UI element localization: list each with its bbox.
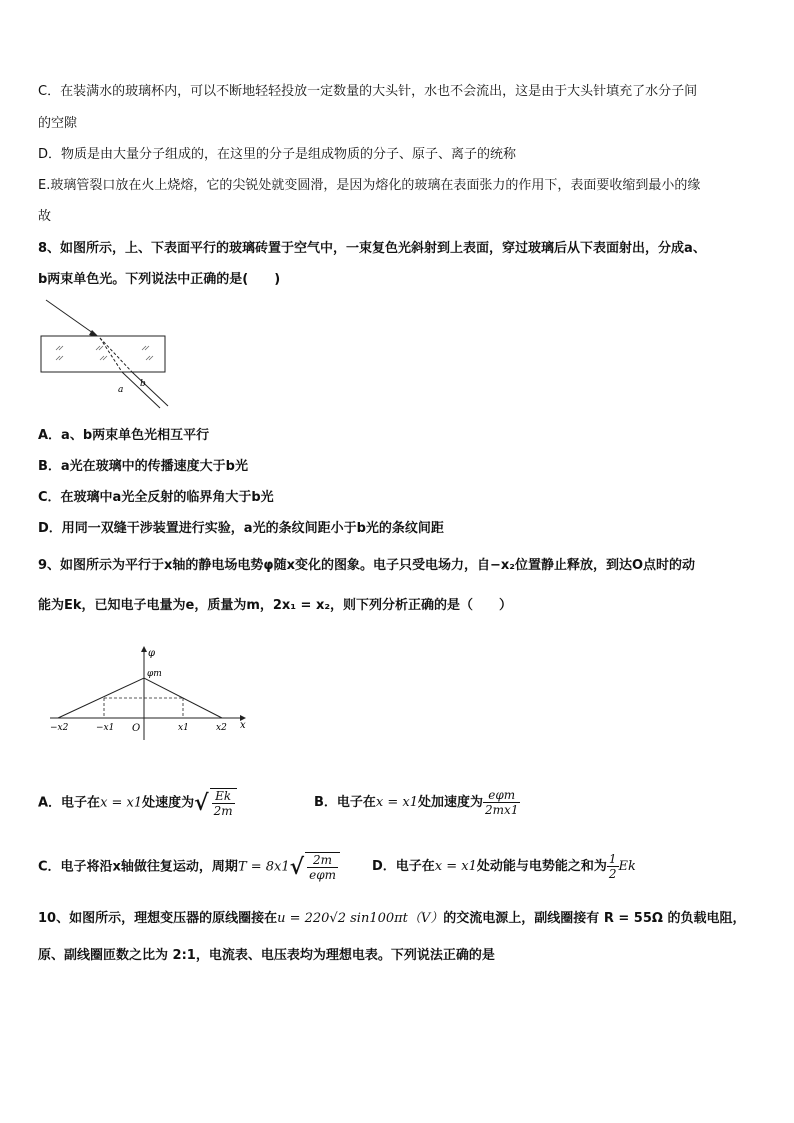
q9-option-d-var: x = x1	[434, 859, 477, 874]
q9-option-b-den: 2mx1	[485, 803, 519, 817]
q9-option-d-suffix: 处动能与电势能之和为	[476, 859, 607, 874]
q8-stem-line2: b两束单色光。下列说法中正确的是( )	[38, 272, 281, 287]
q9-option-b-num: eφm	[483, 788, 520, 803]
q9-option-a-suffix: 处速度为	[142, 795, 195, 811]
q9-axis-x: x	[240, 720, 246, 731]
q9-stem-line2: 能为Ek，已知电子电量为e，质量为m，2x₁ = x₂，则下列分析正确的是（ ）	[38, 598, 513, 613]
q9-option-a-var: x = x1	[100, 795, 143, 811]
q9-tick-neg-x2: −x2	[50, 723, 69, 733]
q9-option-a-prefix: A．电子在	[38, 795, 101, 811]
q10-stem-line1	[38, 911, 745, 927]
q9-option-b	[314, 788, 520, 817]
q9-option-b-var: x = x1	[375, 795, 419, 810]
q9-origin-label: O	[132, 723, 141, 734]
q9-option-a-num: Ek	[212, 789, 235, 804]
q7-option-e-line1: E.玻璃管裂口放在火上烧熔，它的尖锐处就变圆滑，是因为熔化的玻璃在表面张力的作用下，表面要收缩到最小的缘	[38, 178, 701, 193]
q9-option-c-prefix: C．电子将沿x轴做往复运动，周期	[38, 859, 238, 875]
q9-option-d-tail: Ek	[618, 859, 636, 874]
q7-option-c-line2: 的空隙	[38, 116, 78, 131]
q9-phi-m-label: φm	[147, 669, 162, 679]
q8-option-a: A．a、b两束单色光相互平行	[38, 428, 210, 443]
q9-option-a: A．电子在x = x1处速度为√ $\frac{Ek}{2m}$	[38, 788, 237, 818]
q9-option-d-den: 2	[608, 867, 617, 881]
q9-option-d-num: 1	[608, 852, 617, 866]
q9-option-b-suffix: 处加速度为	[418, 795, 484, 810]
q8-label-a: a	[118, 385, 124, 395]
q9-option-c: C．电子将沿x轴做往复运动，周期T = 8x1√ $\frac{2m}{\text{eφm}}$	[38, 852, 340, 882]
q10-stem-line1-a: 10、如图所示，理想变压器的原线圈接在	[38, 911, 278, 926]
q9-option-a-den: 2m	[213, 804, 233, 818]
q9-potential-graph	[46, 644, 252, 744]
q7-option-d: D．物质是由大量分子组成的，在这里的分子是组成物质的分子、原子、离子的统称	[38, 147, 517, 162]
q8-glass-slab-diagram	[36, 296, 176, 414]
q7-option-c-line1: C．在装满水的玻璃杯内，可以不断地轻轻投放一定数量的大头针，水也不会流出，这是由于大头针填充了水分子间	[38, 84, 698, 99]
q9-axis-phi: φ	[148, 648, 156, 659]
q9-option-c-num: 2m	[307, 853, 338, 868]
q7-option-e-line2: 故	[38, 209, 52, 224]
q9-stem-line1: 9、如图所示为平行于x轴的静电场电势φ随x变化的图象。电子只受电场力，自−x₂位置静止释放，到达O点时的动	[38, 558, 696, 573]
q9-option-c-den: eφm	[309, 868, 336, 882]
q9-option-d	[372, 852, 636, 881]
q8-label-b: b	[140, 379, 146, 389]
q9-option-c-expr: T = 8x1	[237, 859, 290, 875]
q8-stem-line1: 8、如图所示，上、下表面平行的玻璃砖置于空气中，一束复色光斜射到上表面，穿过玻璃后从下表面射出，分成a、	[38, 241, 706, 256]
q8-option-d: D．用同一双缝干涉装置进行实验，a光的条纹间距小于b光的条纹间距	[38, 521, 444, 536]
q9-option-d-prefix: D．电子在	[372, 859, 435, 874]
q9-tick-x1: x1	[178, 723, 189, 733]
q8-option-b: B．a光在玻璃中的传播速度大于b光	[38, 459, 248, 474]
q9-option-b-prefix: B．电子在	[314, 795, 376, 810]
q10-stem-line1-b: 的交流电源上，副线圈接有 R = 55Ω 的负载电阻，	[443, 911, 746, 926]
q10-voltage-expr: u = 220√2 sin100πt（V）	[277, 911, 444, 926]
q10-stem-line2: 原、副线圈匝数之比为 2:1，电流表、电压表均为理想电表。下列说法正确的是	[38, 948, 495, 963]
q9-tick-neg-x1: −x1	[96, 723, 115, 733]
q9-tick-x2: x2	[216, 723, 227, 733]
q8-option-c: C．在玻璃中a光全反射的临界角大于b光	[38, 490, 274, 505]
